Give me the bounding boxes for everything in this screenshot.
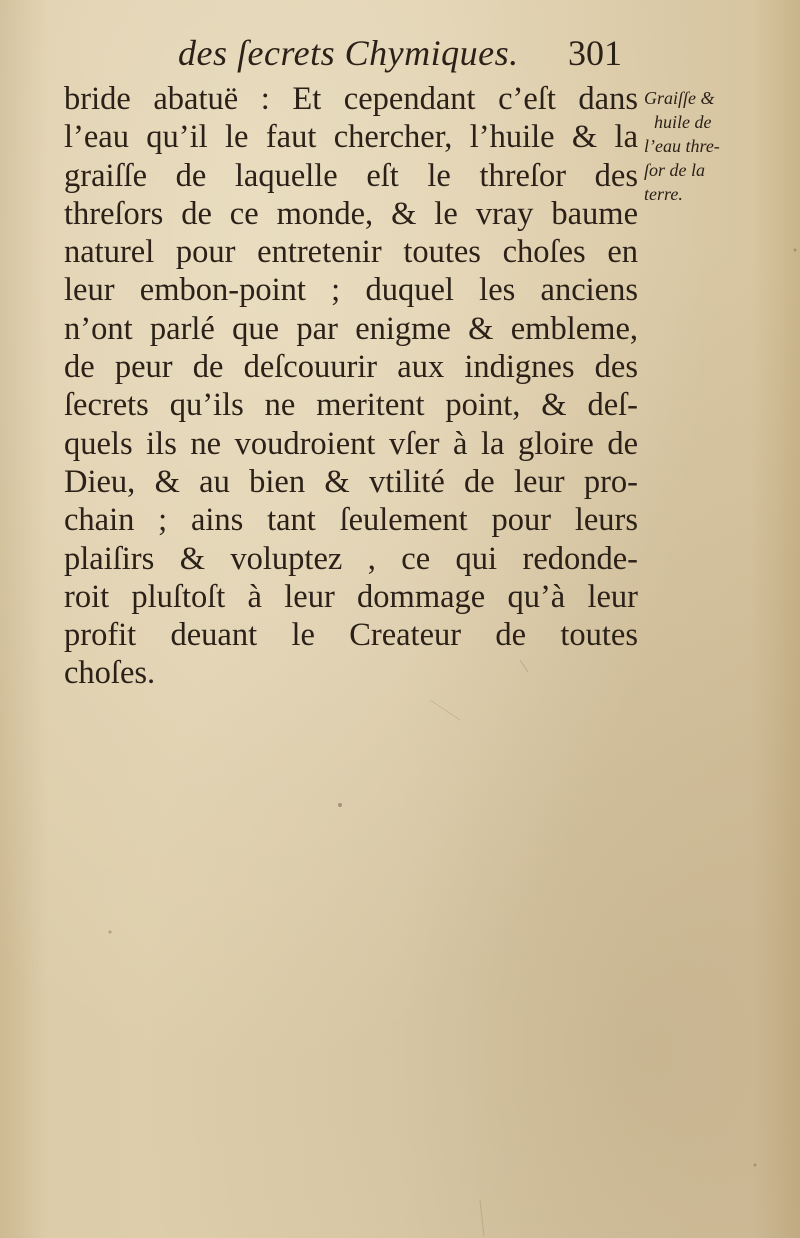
margin-note-line: l’eau thre- [644, 136, 720, 156]
text-line: ſecrets qu’ils ne meritent point, & deſ- [64, 387, 638, 424]
text-line: graiſſe de laquelle eſt le threſor des [64, 157, 638, 194]
page-number: 301 [568, 33, 622, 73]
text-line: bride abatuë : Et cependant c’eſt dans [64, 81, 638, 117]
margin-note-line: ſor de la [644, 160, 705, 180]
text-line: quels ils ne voudroient vſer à la gloire de [64, 425, 638, 462]
text-line: Dieu, & au bien & vtilité de leur pro- [64, 463, 638, 500]
text-line: l’eau qu’il le faut chercher, l’huile & la [64, 119, 638, 156]
margin-note-line: terre. [644, 184, 683, 204]
text-line: choſes. [64, 655, 156, 692]
text-line: leur embon-point ; duquel les anciens [64, 272, 638, 309]
marginal-note [644, 86, 794, 206]
text-line: roit pluſtoſt à leur dommage qu’à leur [64, 578, 638, 615]
page-header [0, 28, 800, 80]
text-line: de peur de deſcouurir aux indignes des [64, 349, 638, 386]
margin-note-line: Graiſſe & [644, 88, 715, 108]
text-line: n’ont parlé que par enigme & embleme, [64, 310, 638, 347]
text-line: plaiſirs & voluptez , ce qui redonde- [64, 540, 638, 577]
text-line: threſors de ce monde, & le vray baume [64, 195, 638, 232]
text-line: profit deuant le Createur de toutes [64, 617, 638, 654]
margin-note-line: huile de [654, 112, 712, 132]
running-title: des ſecrets Chymiques. [178, 33, 519, 73]
text-line: naturel pour entretenir toutes choſes en [64, 234, 638, 271]
body-paragraph [64, 80, 638, 693]
text-line: chain ; ains tant ſeulement pour leurs [64, 502, 638, 539]
